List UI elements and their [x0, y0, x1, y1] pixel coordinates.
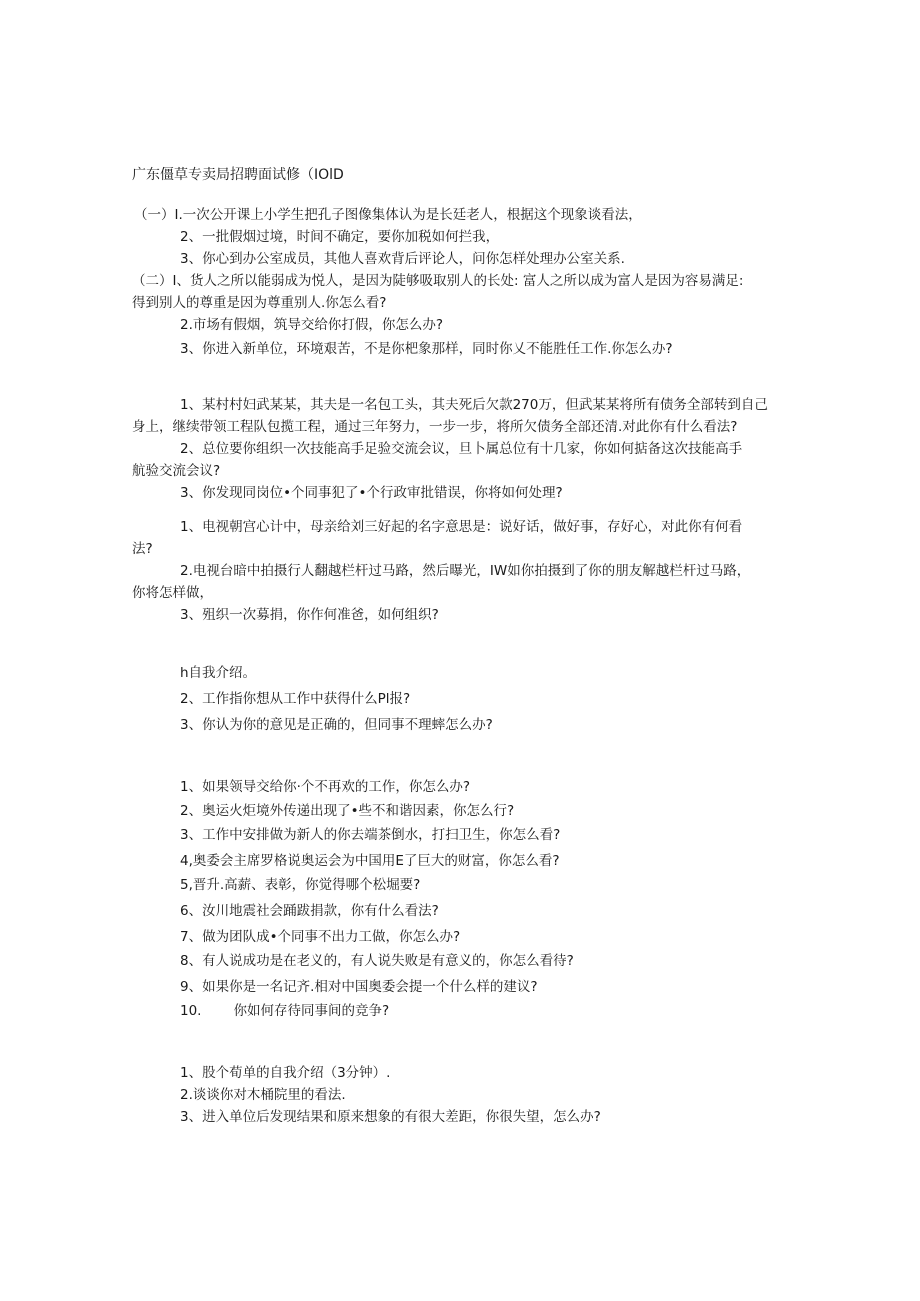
question-line: 8、有人说成功是在老义的，有人说失败是有意义的，你怎么看待? — [180, 953, 574, 969]
question-line: 3、工作中安排做为新人的你去端茶倒水，打扫卫生，你怎么看? — [180, 827, 561, 843]
question-line: 身上，继续带领工程队包揽工程，通过三年努力，一步一步，将所欠债务全部还清.对此你有什么看法? — [132, 419, 738, 435]
question-line: 1、如果领导交给你·个不再欢的工作，你怎么办? — [180, 779, 471, 795]
question-line: 5,晋升.高薪、表彰，你觉得哪个松堀要? — [180, 877, 421, 893]
question-line: 7、做为团队成•个同事不出力工做，你怎么办? — [180, 929, 461, 945]
question-number: 10. — [180, 1003, 202, 1019]
question-line: 航验交流会议? — [132, 463, 221, 479]
page-title: 广东僵草专卖局招聘面试修（IOlD — [132, 167, 344, 183]
question-line: 3、你发现同岗位•个同事犯了•个行政审批错误，你将如何处理? — [180, 485, 563, 501]
question-line: 1、股个荀单的自我介绍（3分钟）. — [180, 1065, 391, 1081]
question-line: （一）I.一次公开课上小学生把孔子图像集体认为是长廷老人，根据这个现象谈看法， — [134, 207, 642, 223]
question-line: 3、你心到办公室成员，其他人喜欢背后评论人，问你怎样处理办公室关系. — [180, 251, 625, 267]
question-line: 法? — [132, 541, 153, 557]
question-line: 1、电视朝宫心计中，母亲给刘三好起的名字意思是：说好话，做好事，存好心，对此你有何看 — [180, 519, 743, 535]
question-line: 2、奥运火炬境外传递出现了•些不和谐因素，你怎么行? — [180, 803, 515, 819]
question-line: 6、汝川地震社会踊跋捐款，你有什么看法? — [180, 903, 439, 919]
question-line: 2、总位要你组织一次技能高手足验交流会议，旦卜属总位有十几家，你如何掂备这次技能高手 — [180, 441, 743, 457]
question-line: 4,奥委会主席罗格说奥运会为中国用E了巨大的财富，你怎么看? — [180, 853, 560, 869]
question-line: 2、工作指你想从工作中获得什么Pl报? — [180, 691, 411, 707]
question-line: 1、某村村妇武某某，其夫是一名包工头，其夫死后欠款270万，但武某某将所有债务全部转到自己 — [180, 397, 768, 413]
question-line: 2.谈谈你对木桶院里的看法. — [180, 1087, 346, 1103]
question-line: 2.电视台暗中拍摄行人翻越栏杆过马路，然后曝光，IW如你拍摄到了你的朋友解越栏杆过马路， — [180, 563, 751, 579]
question-line: 你将怎样做， — [132, 585, 213, 601]
question-line: （二）I、货人之所以能弱成为悦人，是因为陡够吸取别人的长处: 富人之所以成为富人是因为容易满足: — [132, 273, 744, 289]
question-line: 3、进入单位后发现结果和原来想象的有很大差距，你很失望，怎么办? — [180, 1109, 601, 1125]
question-line: 3、你认为你的意见是正确的，但同事不理蟀怎么办? — [180, 717, 493, 733]
question-line: 3、你进入新单位，环境艰苦，不是你杷象那样，同时你乂不能胜任工作.你怎么办? — [180, 341, 673, 357]
question-text: 你如何存待同事间的竞争? — [233, 1003, 390, 1019]
question-line — [180, 1002, 389, 1020]
question-line: 得到别人的尊重是因为尊重别人.你怎么看? — [132, 295, 387, 311]
question-line: 3、殂织一次募捐，你作何准爸，如何组织? — [180, 607, 439, 623]
question-line: 2.市场有假烟，筑导交给你打假，你怎么办? — [180, 317, 444, 333]
question-line: 9、如果你是一名记齐.相对中国奥委会提一个什么样的建议? — [180, 979, 538, 995]
question-line: h自我介绍。 — [180, 665, 257, 681]
question-line: 2、一批假烟过境，时间不确定，要你加税如何拦我， — [180, 229, 500, 245]
